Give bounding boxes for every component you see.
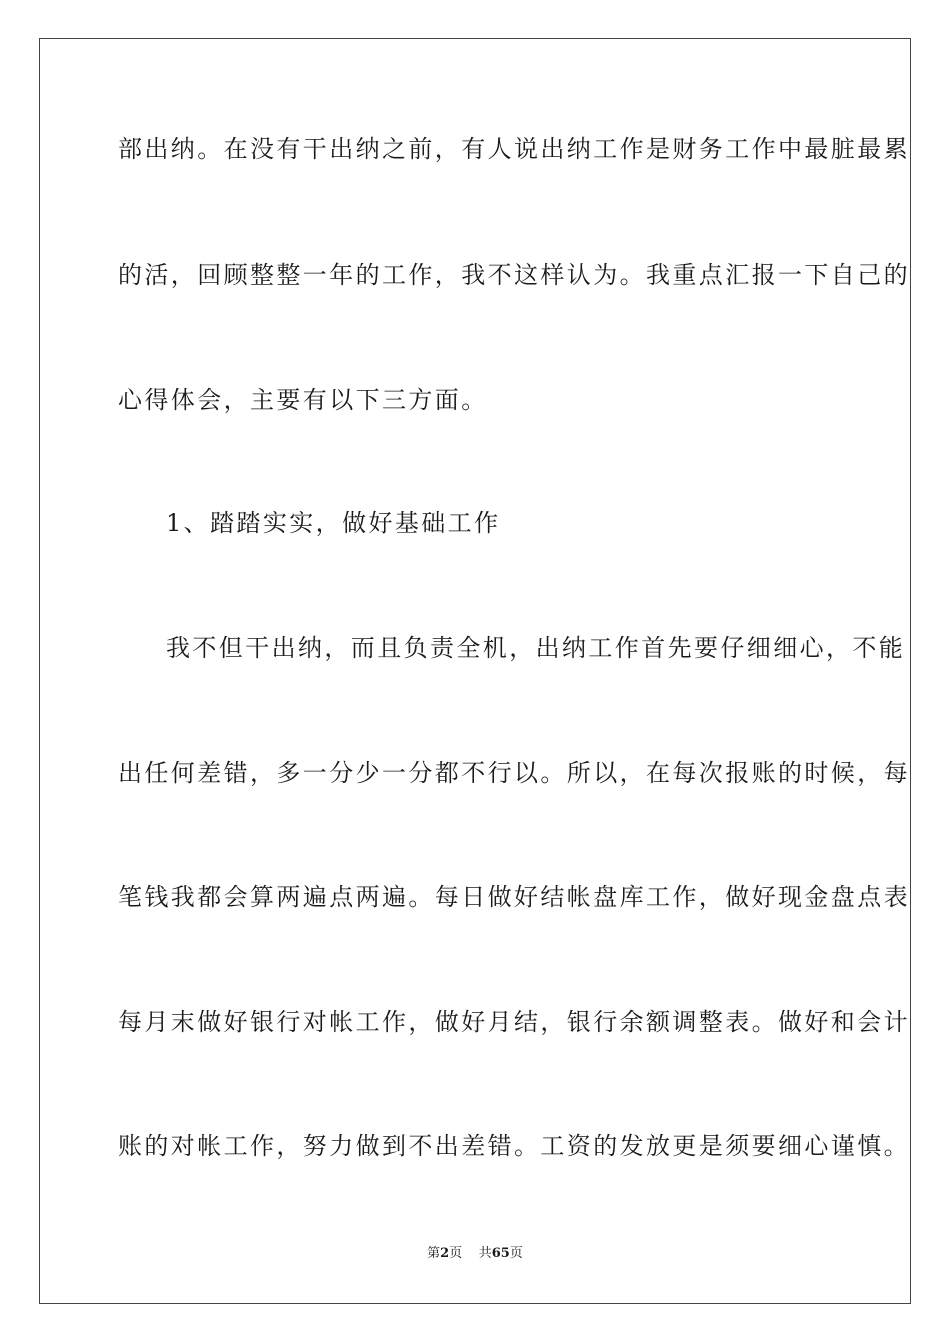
paragraph-line: 我不但干出纳，而且负责全机，出纳工作首先要仔细细心，不能	[166, 634, 906, 662]
page-label-suffix: 页	[449, 1246, 463, 1261]
paragraph-line: 账的对帐工作，努力做到不出差错。工资的发放更是须要细心谨慎。	[118, 1132, 910, 1160]
paragraph-line: 心得体会，主要有以下三方面。	[118, 386, 488, 414]
page-footer	[0, 1245, 950, 1263]
total-label-suffix: 页	[509, 1246, 523, 1261]
section-heading: 1、踏踏实实，做好基础工作	[166, 509, 501, 537]
paragraph-line: 出任何差错，多一分少一分都不行以。所以，在每次报账的时候，每	[118, 759, 910, 787]
page-number: 2	[440, 1246, 450, 1261]
paragraph-line: 笔钱我都会算两遍点两遍。每日做好结帐盘库工作，做好现金盘点表	[118, 883, 910, 911]
paragraph-line: 的活，回顾整整一年的工作，我不这样认为。我重点汇报一下自己的	[118, 261, 910, 289]
total-label-prefix: 共	[478, 1246, 492, 1261]
page-border	[39, 38, 911, 1304]
page-label-prefix: 第	[427, 1246, 441, 1261]
paragraph-line: 每月末做好银行对帐工作，做好月结，银行余额调整表。做好和会计	[118, 1008, 910, 1036]
total-pages: 65	[491, 1246, 510, 1261]
paragraph-line: 部出纳。在没有干出纳之前，有人说出纳工作是财务工作中最脏最累	[118, 135, 910, 163]
